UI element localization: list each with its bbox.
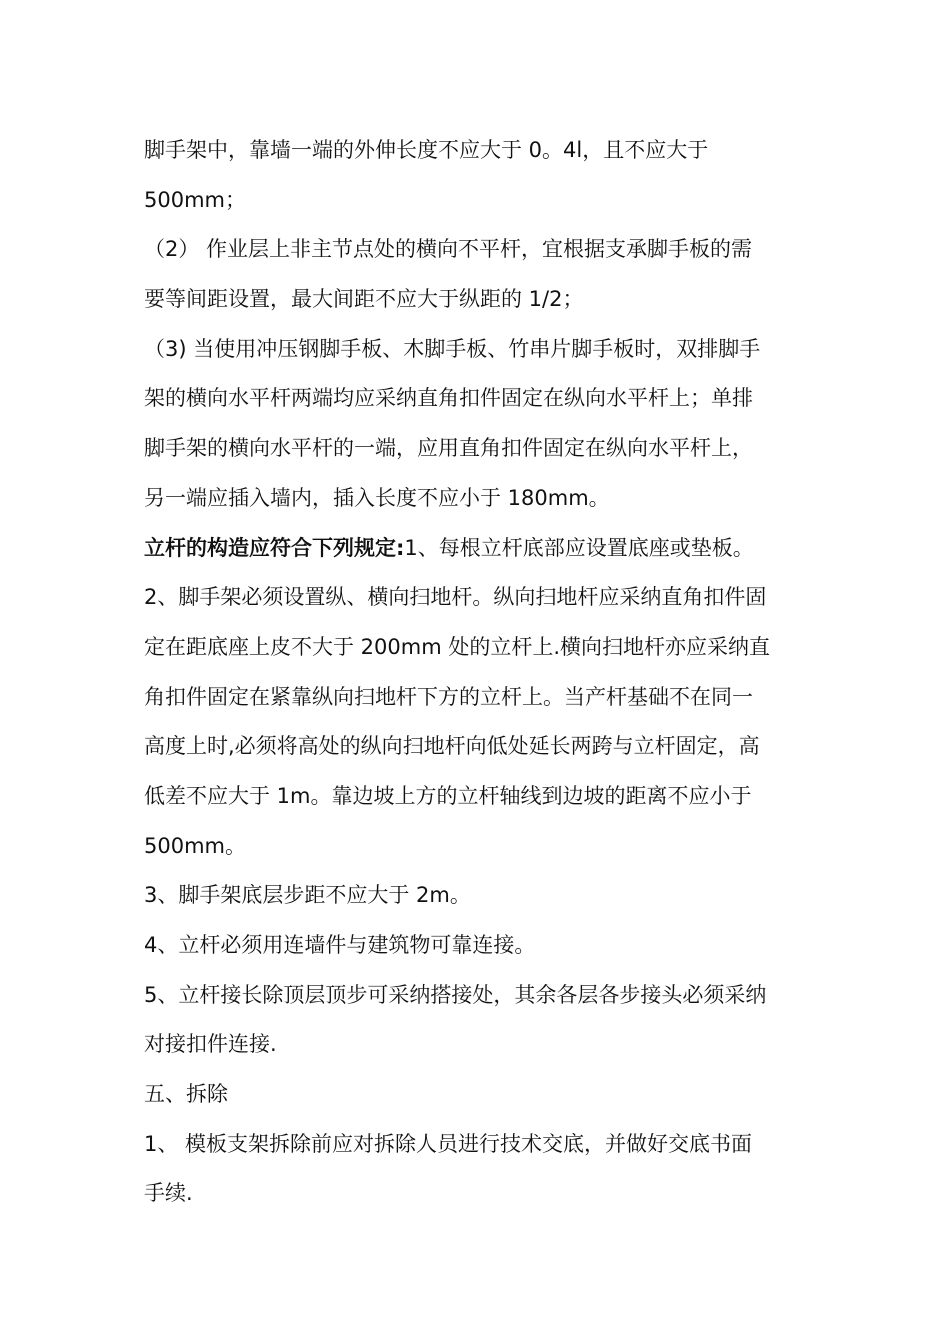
text-line: 要等间距设置，最大间距不应大于纵距的 1/2； — [144, 287, 584, 312]
text-line: 脚手架的横向水平杆的一端，应用直角扣件固定在纵向水平杆上， — [144, 436, 753, 461]
text-line: （3) 当使用冲压钢脚手板、木脚手板、竹串片脚手板时，双排脚手 — [144, 336, 761, 361]
text-line: （2） 作业层上非主节点处的横向不平杆，宜根据支承脚手板的需 — [144, 237, 753, 262]
text-line: 500mm。 — [144, 833, 246, 858]
text-line: 定在距底座上皮不大于 200mm 处的立杆上.横向扫地杆亦应采纳直 — [144, 634, 771, 659]
heading-text: 1、每根立杆底部应设置底座或垫板。 — [404, 535, 754, 560]
text-line: 500mm； — [144, 187, 246, 212]
text-line: 5、立杆接长除顶层顶步可采纳搭接处，其余各层各步接头必须采纳 — [144, 982, 767, 1007]
text-line: 手续. — [144, 1181, 193, 1206]
text-line: 高度上时,必须将高处的纵向扫地杆向低处延长两跨与立杆固定，高 — [144, 734, 760, 759]
text-line: 角扣件固定在紧靠纵向扫地杆下方的立杆上。当产杆基础不在同一 — [144, 684, 753, 709]
text-line: 另一端应插入墙内，插入长度不应小于 180mm。 — [144, 485, 610, 510]
text-line: 脚手架中，靠墙一端的外伸长度不应大于 0。4l，且不应大于 — [144, 138, 709, 162]
text-line: 3、脚手架底层步距不应大于 2m。 — [144, 883, 471, 908]
text-line: 1、 模板支架拆除前应对拆除人员进行技术交底，并做好交底书面 — [144, 1131, 753, 1156]
document-body — [144, 126, 814, 1219]
heading-line — [144, 524, 814, 574]
section-heading: 立杆的构造应符合下列规定: — [144, 535, 405, 560]
section-title: 五、拆除 — [144, 1082, 228, 1107]
text-line: 架的横向水平杆两端均应采纳直角扣件固定在纵向水平杆上；单排 — [144, 386, 753, 411]
text-line: 低差不应大于 1m。靠边坡上方的立杆轴线到边坡的距离不应小于 — [144, 783, 752, 808]
text-line: 2、脚手架必须设置纵、横向扫地杆。纵向扫地杆应采纳直角扣件固 — [144, 585, 767, 610]
text-line: 对接扣件连接. — [144, 1032, 277, 1057]
text-line: 4、立杆必须用连墙件与建筑物可靠连接。 — [144, 933, 536, 957]
